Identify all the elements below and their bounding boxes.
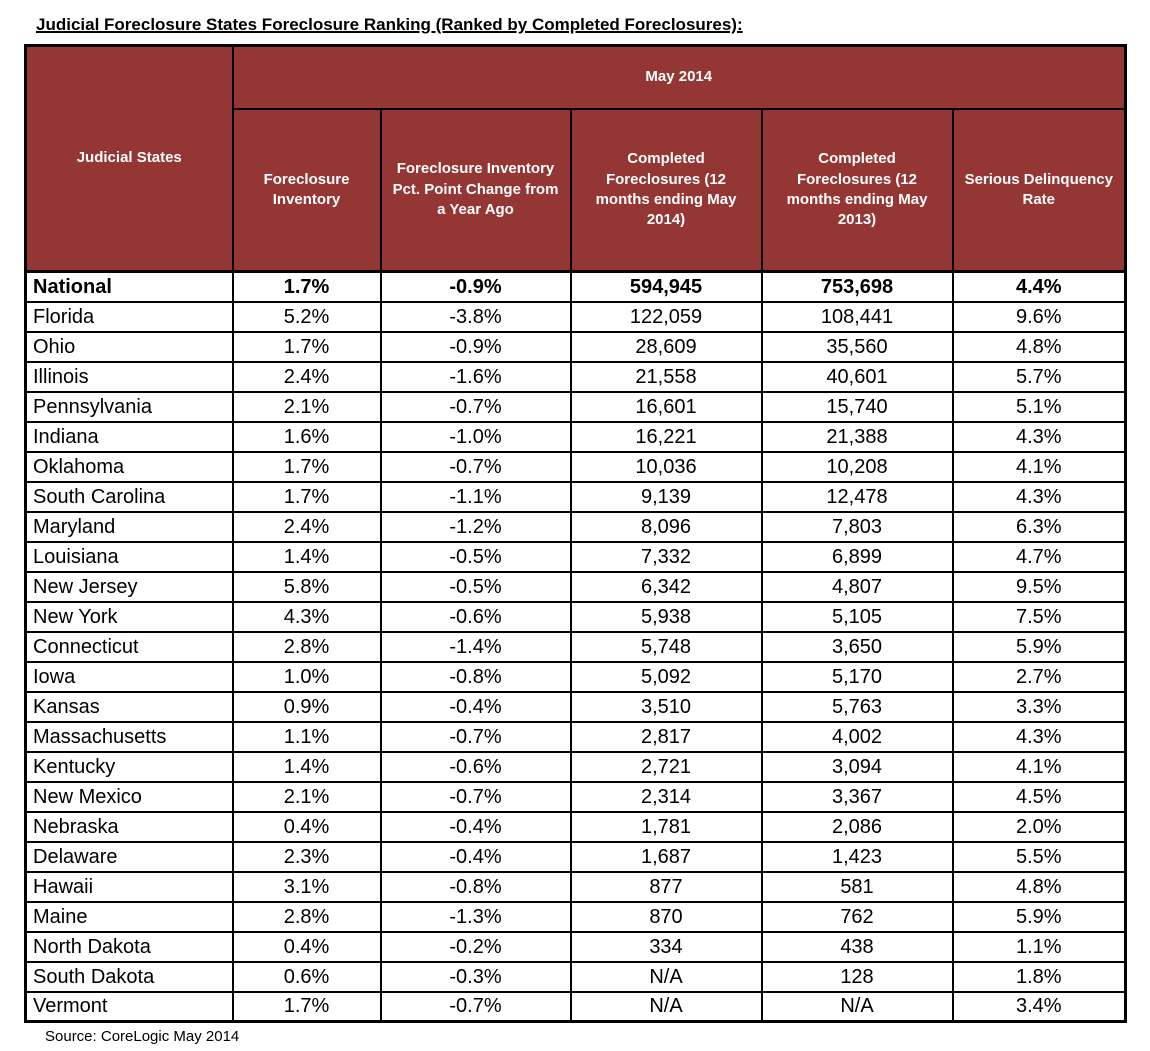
value-cell: 4.8% bbox=[953, 332, 1126, 362]
value-cell: N/A bbox=[571, 992, 762, 1022]
value-cell: 6,899 bbox=[762, 542, 953, 572]
table-row bbox=[26, 782, 1126, 812]
state-name: New Mexico bbox=[26, 782, 233, 812]
value-cell: 21,558 bbox=[571, 362, 762, 392]
value-cell: -0.8% bbox=[381, 872, 571, 902]
column-header-completed-foreclosures-2013: Completed Foreclosures (12 months ending May 2013) bbox=[762, 109, 953, 272]
value-cell: 2.4% bbox=[233, 362, 381, 392]
value-cell: 5.2% bbox=[233, 302, 381, 332]
value-cell: N/A bbox=[762, 992, 953, 1022]
value-cell: 4.7% bbox=[953, 542, 1126, 572]
value-cell: 128 bbox=[762, 962, 953, 992]
value-cell: 5,170 bbox=[762, 662, 953, 692]
value-cell: 5,938 bbox=[571, 602, 762, 632]
value-cell: 15,740 bbox=[762, 392, 953, 422]
value-cell: 7.5% bbox=[953, 602, 1126, 632]
value-cell: 3.3% bbox=[953, 692, 1126, 722]
value-cell: 2.3% bbox=[233, 842, 381, 872]
value-cell: -1.6% bbox=[381, 362, 571, 392]
state-name: Indiana bbox=[26, 422, 233, 452]
table-row bbox=[26, 752, 1126, 782]
value-cell: 4.1% bbox=[953, 452, 1126, 482]
value-cell: 438 bbox=[762, 932, 953, 962]
state-name: North Dakota bbox=[26, 932, 233, 962]
value-cell: 334 bbox=[571, 932, 762, 962]
value-cell: 4.3% bbox=[953, 422, 1126, 452]
table-row bbox=[26, 692, 1126, 722]
state-name: Nebraska bbox=[26, 812, 233, 842]
value-cell: 10,036 bbox=[571, 452, 762, 482]
value-cell: -1.3% bbox=[381, 902, 571, 932]
value-cell: -0.6% bbox=[381, 752, 571, 782]
value-cell: 12,478 bbox=[762, 482, 953, 512]
value-cell: 5,092 bbox=[571, 662, 762, 692]
value-cell: 16,221 bbox=[571, 422, 762, 452]
column-header-inventory-pct-point-change: Foreclosure Inventory Pct. Point Change from a Year Ago bbox=[381, 109, 571, 272]
table-body bbox=[26, 272, 1126, 1022]
value-cell: 1.7% bbox=[233, 482, 381, 512]
value-cell: 4.3% bbox=[953, 722, 1126, 752]
value-cell: 4.3% bbox=[953, 482, 1126, 512]
value-cell: 5.8% bbox=[233, 572, 381, 602]
state-name: Delaware bbox=[26, 842, 233, 872]
value-cell: -0.9% bbox=[381, 332, 571, 362]
value-cell: 0.4% bbox=[233, 932, 381, 962]
value-cell: 3.1% bbox=[233, 872, 381, 902]
value-cell: 753,698 bbox=[762, 272, 953, 302]
table-row bbox=[26, 272, 1126, 302]
state-name: Iowa bbox=[26, 662, 233, 692]
value-cell: -0.5% bbox=[381, 542, 571, 572]
column-header-foreclosure-inventory: Foreclosure Inventory bbox=[233, 109, 381, 272]
value-cell: 3,094 bbox=[762, 752, 953, 782]
value-cell: 1.0% bbox=[233, 662, 381, 692]
value-cell: 2.1% bbox=[233, 782, 381, 812]
table-row bbox=[26, 662, 1126, 692]
value-cell: 1.4% bbox=[233, 752, 381, 782]
value-cell: 1.7% bbox=[233, 992, 381, 1022]
value-cell: 6.3% bbox=[953, 512, 1126, 542]
value-cell: 122,059 bbox=[571, 302, 762, 332]
value-cell: 5,105 bbox=[762, 602, 953, 632]
state-name: Kansas bbox=[26, 692, 233, 722]
table-row bbox=[26, 572, 1126, 602]
value-cell: 4.4% bbox=[953, 272, 1126, 302]
value-cell: 0.9% bbox=[233, 692, 381, 722]
value-cell: 2,721 bbox=[571, 752, 762, 782]
value-cell: 2.8% bbox=[233, 902, 381, 932]
state-name: Hawaii bbox=[26, 872, 233, 902]
state-name: Illinois bbox=[26, 362, 233, 392]
state-name: South Dakota bbox=[26, 962, 233, 992]
state-name: Massachusetts bbox=[26, 722, 233, 752]
value-cell: 5.7% bbox=[953, 362, 1126, 392]
value-cell: -0.9% bbox=[381, 272, 571, 302]
state-name: Vermont bbox=[26, 992, 233, 1022]
value-cell: 2.4% bbox=[233, 512, 381, 542]
value-cell: -1.1% bbox=[381, 482, 571, 512]
value-cell: 762 bbox=[762, 902, 953, 932]
value-cell: -1.0% bbox=[381, 422, 571, 452]
value-cell: 2,086 bbox=[762, 812, 953, 842]
value-cell: 4.8% bbox=[953, 872, 1126, 902]
value-cell: 1.1% bbox=[233, 722, 381, 752]
table-row bbox=[26, 542, 1126, 572]
value-cell: -1.2% bbox=[381, 512, 571, 542]
state-name: Pennsylvania bbox=[26, 392, 233, 422]
table-row bbox=[26, 362, 1126, 392]
value-cell: 5.5% bbox=[953, 842, 1126, 872]
value-cell: -0.7% bbox=[381, 782, 571, 812]
state-name: New York bbox=[26, 602, 233, 632]
value-cell: 4.5% bbox=[953, 782, 1126, 812]
value-cell: 5,748 bbox=[571, 632, 762, 662]
table-row bbox=[26, 302, 1126, 332]
span-header-row bbox=[26, 46, 1126, 109]
value-cell: 1,423 bbox=[762, 842, 953, 872]
value-cell: 7,332 bbox=[571, 542, 762, 572]
value-cell: 4.3% bbox=[233, 602, 381, 632]
value-cell: 594,945 bbox=[571, 272, 762, 302]
value-cell: 5.1% bbox=[953, 392, 1126, 422]
value-cell: 1,781 bbox=[571, 812, 762, 842]
table-row bbox=[26, 812, 1126, 842]
value-cell: 5.9% bbox=[953, 632, 1126, 662]
table-header bbox=[26, 46, 1126, 272]
value-cell: 8,096 bbox=[571, 512, 762, 542]
value-cell: 3,367 bbox=[762, 782, 953, 812]
value-cell: -0.7% bbox=[381, 452, 571, 482]
table-row bbox=[26, 722, 1126, 752]
value-cell: 108,441 bbox=[762, 302, 953, 332]
value-cell: 16,601 bbox=[571, 392, 762, 422]
value-cell: 1.7% bbox=[233, 272, 381, 302]
state-name: Louisiana bbox=[26, 542, 233, 572]
value-cell: 0.4% bbox=[233, 812, 381, 842]
value-cell: -0.5% bbox=[381, 572, 571, 602]
foreclosure-ranking-table bbox=[24, 44, 1127, 1023]
table-row bbox=[26, 872, 1126, 902]
table-row bbox=[26, 992, 1126, 1022]
span-header-may-2014: May 2014 bbox=[233, 46, 1126, 109]
table-row bbox=[26, 632, 1126, 662]
table-row bbox=[26, 452, 1126, 482]
value-cell: 1.7% bbox=[233, 332, 381, 362]
value-cell: 1.7% bbox=[233, 452, 381, 482]
column-header-judicial-states: Judicial States bbox=[26, 46, 233, 272]
value-cell: 2.1% bbox=[233, 392, 381, 422]
state-name: Connecticut bbox=[26, 632, 233, 662]
state-name: New Jersey bbox=[26, 572, 233, 602]
state-name: Maryland bbox=[26, 512, 233, 542]
value-cell: -0.4% bbox=[381, 812, 571, 842]
table-row bbox=[26, 932, 1126, 962]
table-row bbox=[26, 902, 1126, 932]
value-cell: -0.6% bbox=[381, 602, 571, 632]
value-cell: 1.6% bbox=[233, 422, 381, 452]
value-cell: 9.6% bbox=[953, 302, 1126, 332]
value-cell: -0.7% bbox=[381, 722, 571, 752]
value-cell: 10,208 bbox=[762, 452, 953, 482]
value-cell: 2.7% bbox=[953, 662, 1126, 692]
table-row bbox=[26, 512, 1126, 542]
source-note: Source: CoreLogic May 2014 bbox=[45, 1028, 240, 1045]
table-row bbox=[26, 962, 1126, 992]
value-cell: 21,388 bbox=[762, 422, 953, 452]
value-cell: 581 bbox=[762, 872, 953, 902]
page-title: Judicial Foreclosure States Foreclosure Ranking (Ranked by Completed Foreclosures): bbox=[36, 15, 743, 34]
table-row bbox=[26, 602, 1126, 632]
value-cell: 870 bbox=[571, 902, 762, 932]
value-cell: 3,510 bbox=[571, 692, 762, 722]
value-cell: 2,314 bbox=[571, 782, 762, 812]
value-cell: -3.8% bbox=[381, 302, 571, 332]
value-cell: 35,560 bbox=[762, 332, 953, 362]
value-cell: 28,609 bbox=[571, 332, 762, 362]
value-cell: -1.4% bbox=[381, 632, 571, 662]
value-cell: 1.8% bbox=[953, 962, 1126, 992]
state-name: Maine bbox=[26, 902, 233, 932]
value-cell: 4.1% bbox=[953, 752, 1126, 782]
value-cell: 1.4% bbox=[233, 542, 381, 572]
value-cell: -0.2% bbox=[381, 932, 571, 962]
value-cell: 9.5% bbox=[953, 572, 1126, 602]
value-cell: N/A bbox=[571, 962, 762, 992]
value-cell: -0.3% bbox=[381, 962, 571, 992]
value-cell: 5,763 bbox=[762, 692, 953, 722]
value-cell: 0.6% bbox=[233, 962, 381, 992]
value-cell: 2.0% bbox=[953, 812, 1126, 842]
state-name: South Carolina bbox=[26, 482, 233, 512]
value-cell: 3,650 bbox=[762, 632, 953, 662]
value-cell: 40,601 bbox=[762, 362, 953, 392]
value-cell: -0.7% bbox=[381, 392, 571, 422]
state-name: Ohio bbox=[26, 332, 233, 362]
table-row bbox=[26, 482, 1126, 512]
value-cell: 2.8% bbox=[233, 632, 381, 662]
state-name: National bbox=[26, 272, 233, 302]
value-cell: 3.4% bbox=[953, 992, 1126, 1022]
value-cell: 5.9% bbox=[953, 902, 1126, 932]
value-cell: -0.7% bbox=[381, 992, 571, 1022]
state-name: Florida bbox=[26, 302, 233, 332]
value-cell: 4,002 bbox=[762, 722, 953, 752]
value-cell: 6,342 bbox=[571, 572, 762, 602]
table-row bbox=[26, 392, 1126, 422]
value-cell: 1,687 bbox=[571, 842, 762, 872]
value-cell: 877 bbox=[571, 872, 762, 902]
value-cell: 1.1% bbox=[953, 932, 1126, 962]
state-name: Kentucky bbox=[26, 752, 233, 782]
value-cell: 2,817 bbox=[571, 722, 762, 752]
table-row bbox=[26, 332, 1126, 362]
state-name: Oklahoma bbox=[26, 452, 233, 482]
value-cell: 4,807 bbox=[762, 572, 953, 602]
column-header-serious-delinquency-rate: Serious Delinquency Rate bbox=[953, 109, 1126, 272]
table-row bbox=[26, 422, 1126, 452]
value-cell: 9,139 bbox=[571, 482, 762, 512]
value-cell: -0.4% bbox=[381, 842, 571, 872]
value-cell: 7,803 bbox=[762, 512, 953, 542]
table-row bbox=[26, 842, 1126, 872]
column-header-completed-foreclosures-2014: Completed Foreclosures (12 months ending May 2014) bbox=[571, 109, 762, 272]
value-cell: -0.8% bbox=[381, 662, 571, 692]
value-cell: -0.4% bbox=[381, 692, 571, 722]
